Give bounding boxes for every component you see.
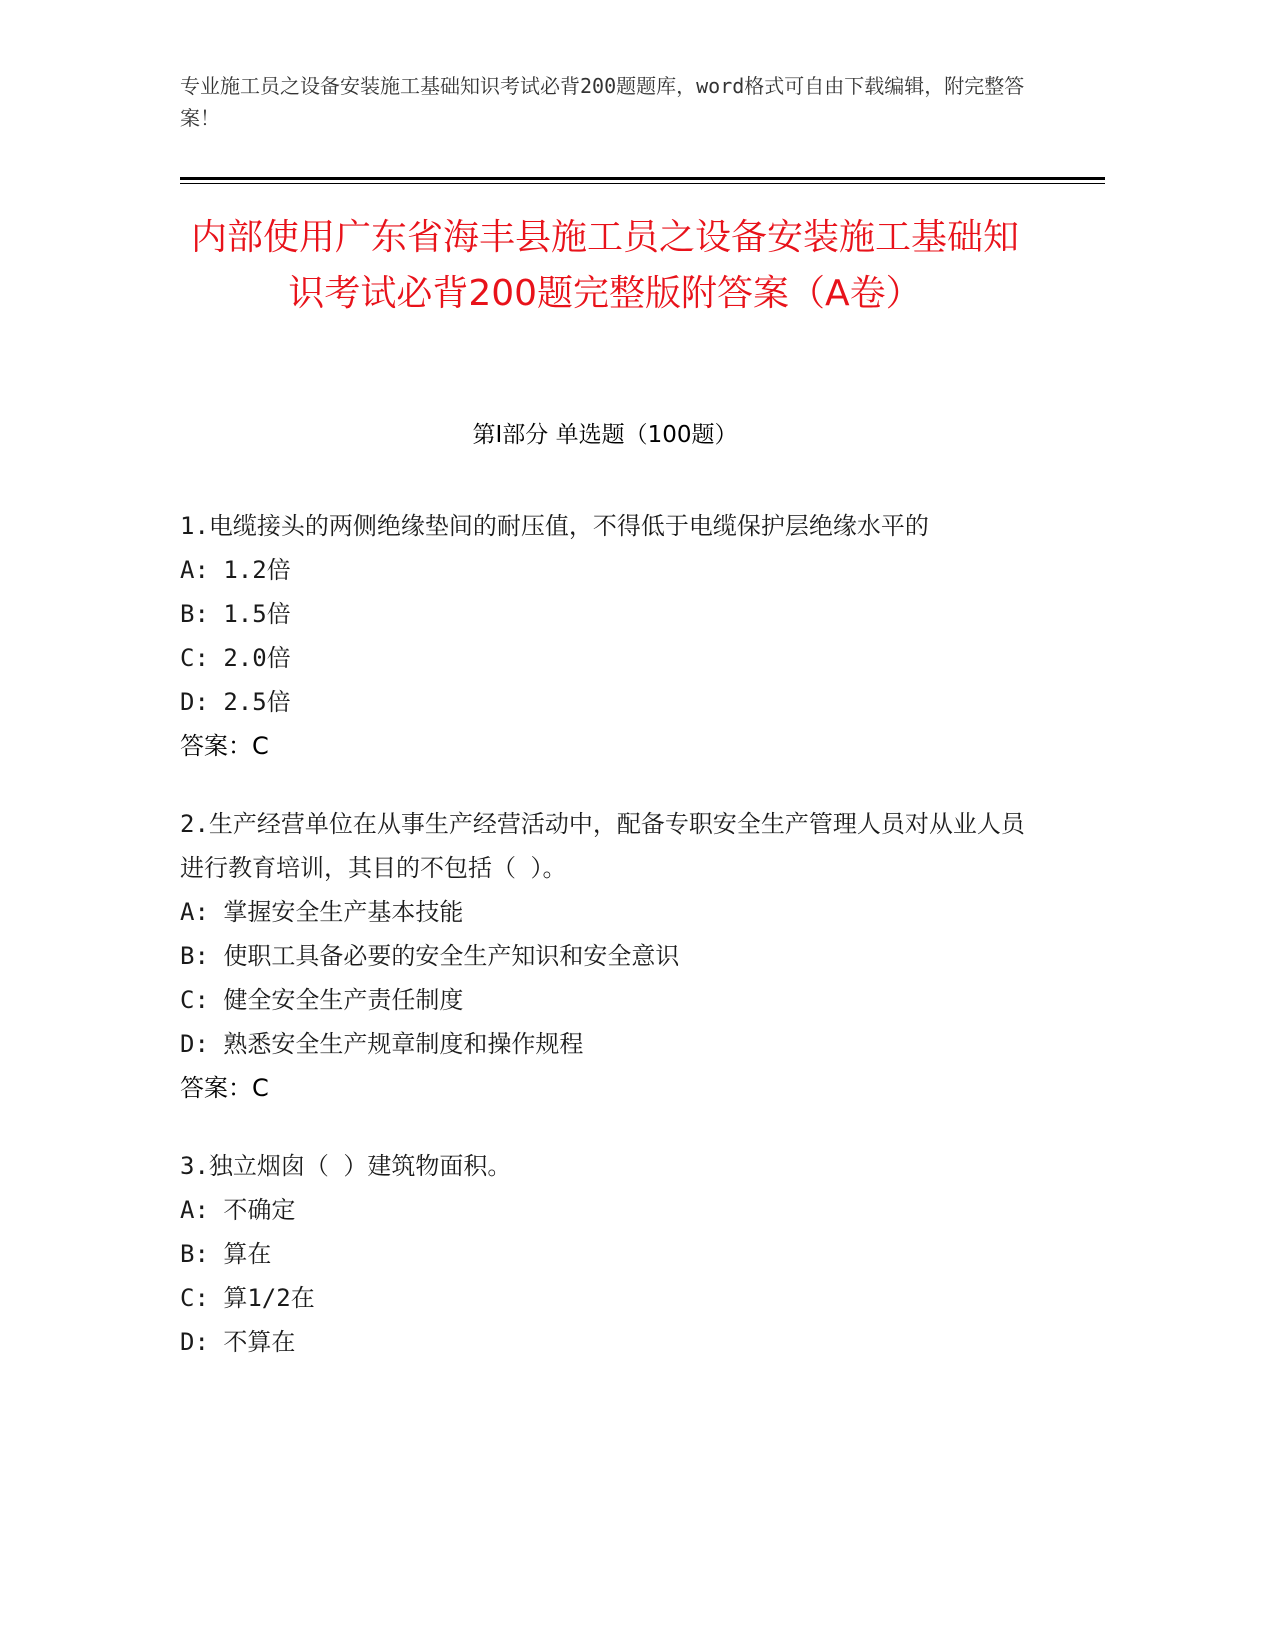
question-list xyxy=(180,504,1040,1398)
question-stem: 2.生产经营单位在从事生产经营活动中，配备专职安全生产管理人员对从业人员进行教育培训，其目的不包括（ ）。 xyxy=(180,810,1025,882)
option-a: A: 不确定 xyxy=(180,1196,296,1224)
answer: 答案：C xyxy=(180,1074,269,1102)
option-a: A: 掌握安全生产基本技能 xyxy=(180,898,464,926)
answer: 答案：C xyxy=(180,732,269,760)
header-note: 专业施工员之设备安装施工基础知识考试必背200题题库，word格式可自由下载编辑，附完整答案！ xyxy=(180,74,1025,130)
option-b: B: 1.5倍 xyxy=(180,600,291,628)
option-c: C: 健全安全生产责任制度 xyxy=(180,986,464,1014)
option-c: C: 算1/2在 xyxy=(180,1284,315,1312)
option-d: D: 不算在 xyxy=(180,1328,296,1356)
question-3 xyxy=(180,1144,1040,1364)
header-divider-thin xyxy=(180,183,1105,184)
question-stem: 3.独立烟囱（ ）建筑物面积。 xyxy=(180,1152,512,1180)
question-stem: 1.电缆接头的两侧绝缘垫间的耐压值，不得低于电缆保护层绝缘水平的 xyxy=(180,512,929,540)
option-a: A: 1.2倍 xyxy=(180,556,291,584)
document-title: 内部使用广东省海丰县施工员之设备安装施工基础知识考试必背200题完整版附答案（A卷） xyxy=(190,217,1019,314)
header-divider-thick xyxy=(180,177,1105,180)
option-d: D: 2.5倍 xyxy=(180,688,291,716)
option-b: B: 算在 xyxy=(180,1240,272,1268)
option-c: C: 2.0倍 xyxy=(180,644,291,672)
question-2 xyxy=(180,802,1040,1110)
question-1 xyxy=(180,504,1040,768)
option-b: B: 使职工具备必要的安全生产知识和安全意识 xyxy=(180,942,680,970)
option-d: D: 熟悉安全生产规章制度和操作规程 xyxy=(180,1030,584,1058)
section-heading: 第I部分 单选题（100题） xyxy=(472,422,738,448)
